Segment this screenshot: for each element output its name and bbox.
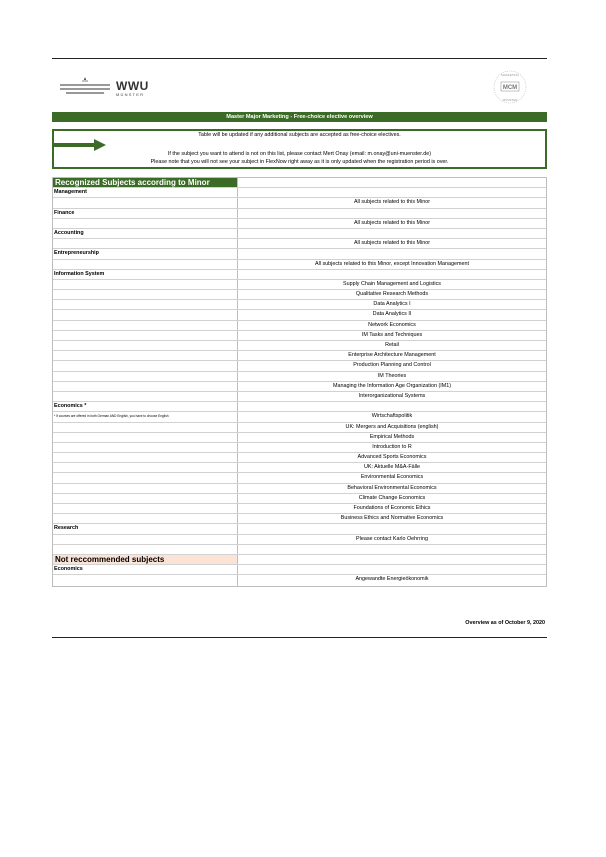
subject-cell: Data Analytics I	[373, 301, 411, 308]
bottom-rule	[52, 637, 547, 638]
seal-ring-bottom: MÜNSTER	[502, 98, 518, 102]
subject-cell: Climate Change Economics	[358, 494, 426, 501]
row-label	[53, 361, 238, 370]
subject-cell: All subjects related to this Minor, except Innovation Management	[314, 260, 470, 267]
subject-cell: Empirical Methods	[369, 433, 415, 440]
wwu-logo	[60, 70, 160, 100]
row-label: * If courses are offered in both German AND English, you have to choose English	[53, 412, 238, 421]
row-label	[53, 484, 238, 493]
subject-cell: Introduction to R	[372, 443, 412, 450]
table-row	[53, 310, 546, 320]
subject-cell	[238, 524, 546, 533]
subject-cell: Supply Chain Management and Logistics	[343, 280, 441, 287]
subject-cell: Network Economics	[368, 321, 416, 328]
table-row	[53, 260, 546, 270]
subject-cell	[238, 545, 546, 554]
subject-cell: Wirtschaftspolitik	[371, 413, 413, 420]
row-label	[53, 463, 238, 472]
subject-cell	[238, 565, 546, 574]
row-label	[53, 300, 238, 309]
subject-cell: Enterprise Architecture Management	[348, 352, 436, 359]
table-row	[53, 270, 546, 280]
subject-cell: Data Analytics II	[372, 311, 412, 318]
row-label	[53, 280, 238, 289]
table-row	[53, 463, 546, 473]
row-label	[53, 504, 238, 513]
table-row	[53, 382, 546, 392]
table-row	[53, 504, 546, 514]
table-row	[53, 545, 546, 555]
table-row	[53, 229, 546, 239]
row-label	[53, 535, 238, 544]
row-label	[53, 453, 238, 462]
subject-cell: Angewandte Energieökonomik	[355, 576, 429, 583]
table-row	[53, 331, 546, 341]
subject-cell: Business Ethics and Normative Economics	[340, 515, 444, 522]
category-label: Information System	[53, 270, 238, 279]
subject-cell: IM Theories	[377, 372, 407, 379]
subject-cell	[238, 229, 546, 238]
subject-cell: Interorganizational Systems	[358, 392, 426, 399]
table-row	[53, 535, 546, 545]
table-row	[53, 453, 546, 463]
subject-cell: UK: Aktuelle M&A-Fälle	[363, 464, 421, 471]
row-label	[53, 545, 238, 554]
seal-text: MCM	[502, 85, 518, 91]
subject-cell: All subjects related to this Minor	[353, 199, 431, 206]
table-row	[53, 423, 546, 433]
table-row	[53, 198, 546, 208]
subject-cell	[238, 249, 546, 258]
table-row	[53, 402, 546, 412]
notice-box	[52, 129, 547, 169]
subject-cell: Production Planning and Control	[353, 362, 431, 369]
category-label: Economics *	[53, 402, 238, 411]
subject-cell: Managing the Information Age Organization (IM1)	[332, 382, 452, 389]
row-label	[53, 514, 238, 523]
subject-cell: All subjects related to this Minor	[353, 240, 431, 247]
category-label: Finance	[53, 209, 238, 218]
logo-name: WWU	[116, 79, 149, 93]
subject-cell: All subjects related to this Minor	[353, 219, 431, 226]
category-label: Management	[53, 188, 238, 197]
row-label	[53, 290, 238, 299]
row-label	[53, 351, 238, 360]
table-row	[53, 524, 546, 534]
top-rule	[52, 58, 547, 59]
row-label	[53, 219, 238, 228]
table-row	[53, 280, 546, 290]
table-row	[53, 412, 546, 422]
table-row	[53, 321, 546, 331]
table-row	[53, 219, 546, 229]
table-row	[53, 575, 546, 585]
table-row	[53, 555, 546, 565]
row-label	[53, 198, 238, 207]
row-label	[53, 321, 238, 330]
row-label	[53, 372, 238, 381]
row-label	[53, 494, 238, 503]
subject-cell	[238, 402, 546, 411]
table-row	[53, 433, 546, 443]
table-row	[53, 351, 546, 361]
subject-cell: Please contact Karlo Oehrring	[356, 535, 428, 542]
subjects-table	[52, 177, 547, 587]
overview-date: Overview as of October 9, 2020	[465, 620, 545, 626]
table-row	[53, 392, 546, 402]
table-row	[53, 565, 546, 575]
row-label	[53, 392, 238, 401]
arrow-right-icon	[54, 139, 106, 151]
subject-cell	[238, 178, 546, 187]
subject-cell: UK: Mergers and Acquisitions (english)	[345, 423, 439, 430]
table-row	[53, 443, 546, 453]
subject-cell	[238, 188, 546, 197]
row-label	[53, 310, 238, 319]
page-title: Master Major Marketing - Free-choice elective overview	[52, 112, 547, 122]
table-row	[53, 239, 546, 249]
table-row	[53, 249, 546, 259]
subject-cell: Qualitative Research Methods	[355, 291, 429, 298]
section-header: Not reccommended subjects	[53, 555, 238, 564]
table-row	[53, 290, 546, 300]
row-label	[53, 423, 238, 432]
table-row	[53, 514, 546, 524]
subject-cell: Retail	[385, 342, 399, 348]
table-row	[53, 361, 546, 371]
row-label	[53, 331, 238, 340]
table-row	[53, 484, 546, 494]
row-label	[53, 260, 238, 269]
seal-ring-top: MARKETING	[501, 73, 519, 77]
table-row	[53, 473, 546, 483]
mcm-seal-icon	[487, 69, 533, 105]
row-label	[53, 433, 238, 442]
category-label: Entrepreneurship	[53, 249, 238, 258]
subject-cell	[238, 209, 546, 218]
table-row	[53, 188, 546, 198]
table-row	[53, 300, 546, 310]
subject-cell	[238, 270, 546, 279]
row-label	[53, 473, 238, 482]
row-label	[53, 341, 238, 350]
row-label	[53, 382, 238, 391]
subject-cell: Advanced Sports Economics	[357, 454, 427, 461]
row-label	[53, 575, 238, 585]
category-label: Accounting	[53, 229, 238, 238]
notice-line-2: If the subject you want to attend is not on this list, please contact Mert Onay (email: m.onay@uni-muenster.de)	[167, 151, 432, 157]
table-row	[53, 178, 546, 188]
row-label	[53, 443, 238, 452]
category-label: Economics	[53, 565, 238, 574]
category-label: Research	[53, 524, 238, 533]
subject-cell: Environmental Economics	[360, 474, 424, 481]
table-row	[53, 341, 546, 351]
subject-cell: Foundations of Economic Ethics	[353, 505, 431, 511]
logo-subtitle: MÜNSTER	[116, 92, 145, 97]
table-row	[53, 372, 546, 382]
row-label	[53, 239, 238, 248]
subject-cell: IM Tasks and Techniques	[361, 331, 423, 338]
notice-line-3: Please note that you will not see your subject in FlexNow right away as it is only updated when the registration period is over.	[150, 159, 449, 165]
notice-line-1: Table will be updated if any additional subjects are accepted as free-choice electives.	[198, 132, 401, 138]
subject-cell: Behavioral Environmental Economics	[347, 484, 437, 491]
section-header: Recognized Subjects according to Minor	[53, 178, 238, 187]
table-row	[53, 494, 546, 504]
table-row	[53, 209, 546, 219]
wwu-logo-mark-icon	[60, 76, 110, 96]
subject-cell	[238, 555, 546, 564]
